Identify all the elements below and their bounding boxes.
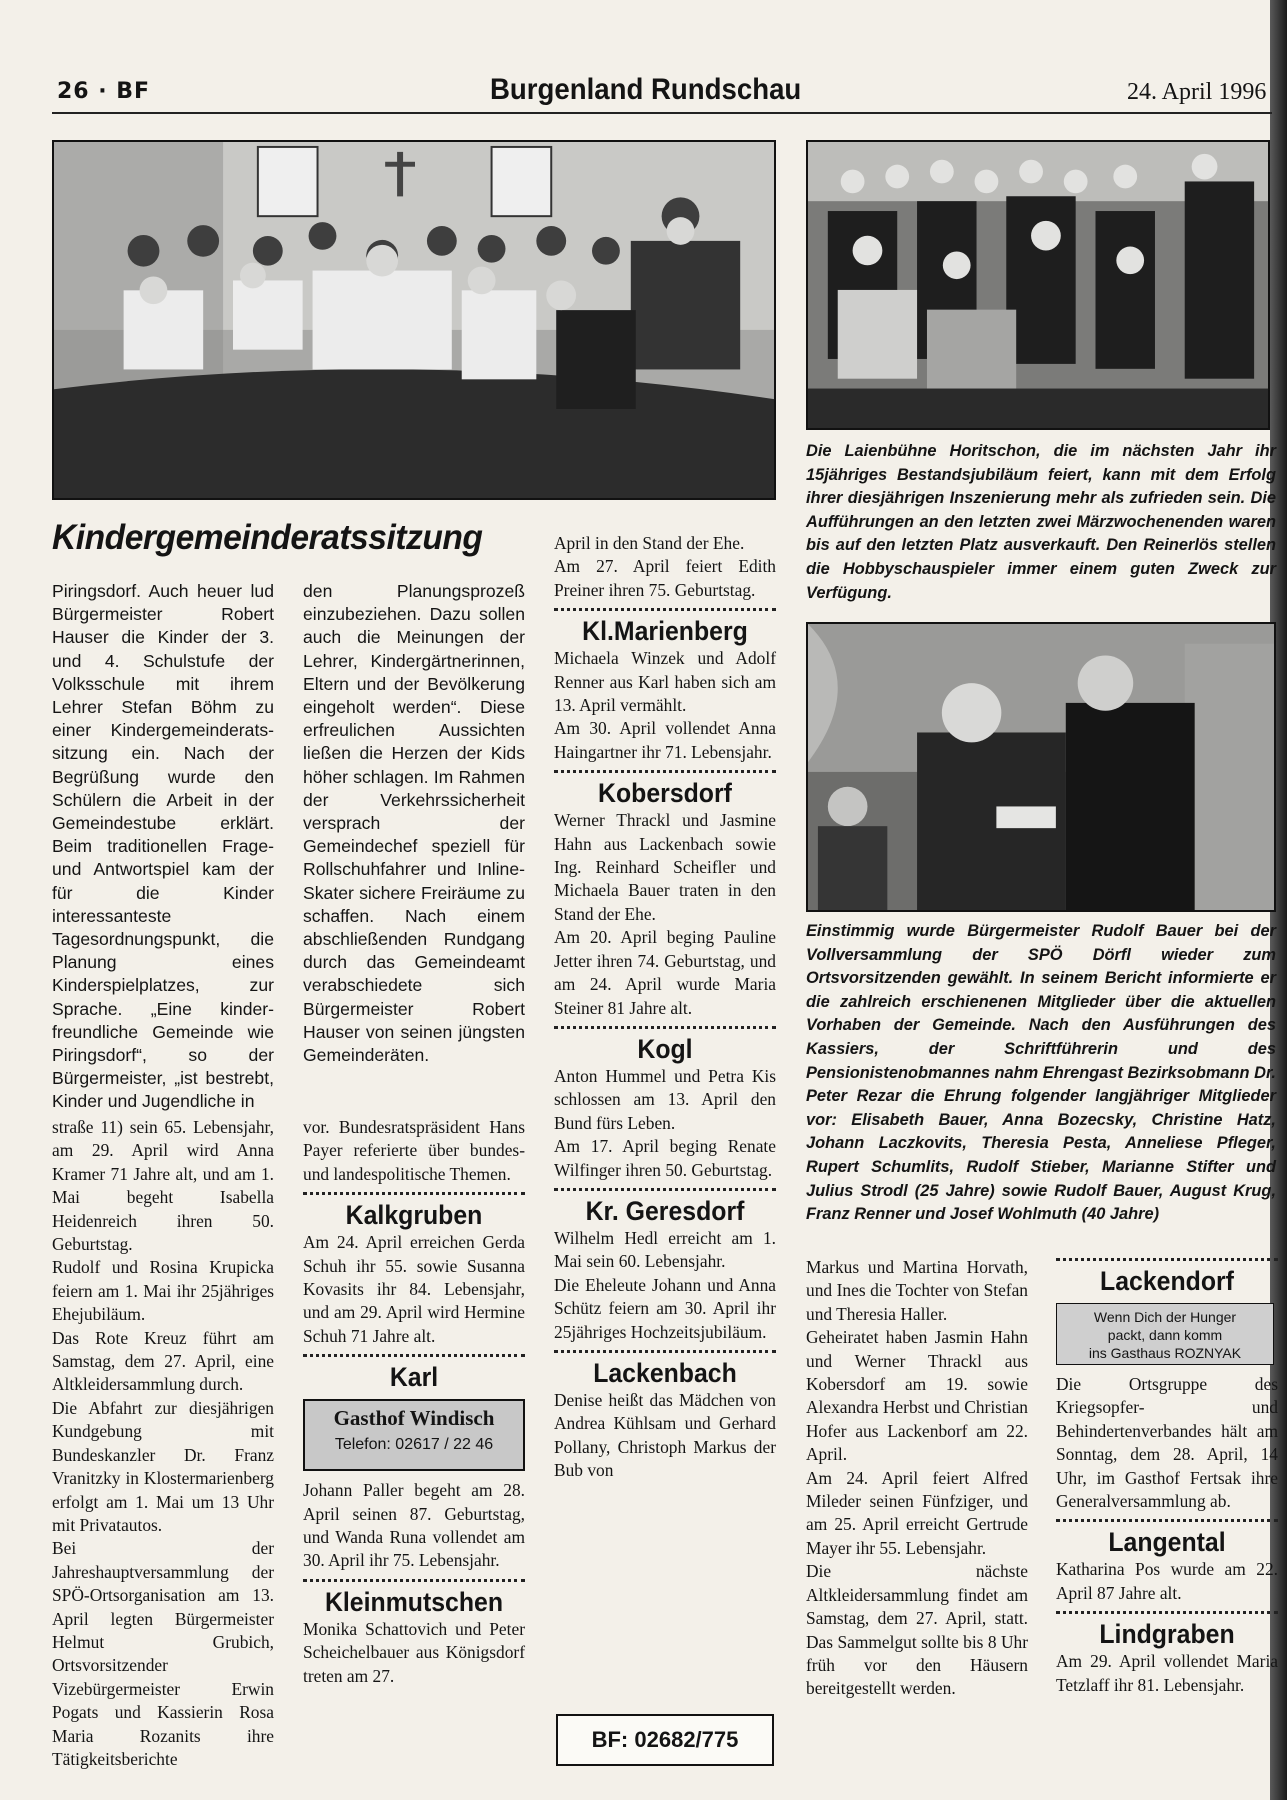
paragraph: Am 27. April feiert Edith Preiner ihren 75. Geburtstag. xyxy=(554,556,776,600)
paragraph: Die Abfahrt zur diesjährigen Kundgebung mit Bundeskanzler Dr. Franz Vranitzky in Klostermarienberg erfolgt am 1. Mai um 13 Uhr mit Privatautos. xyxy=(52,1397,274,1535)
paragraph: Am 17. April beging Renate Wilfinger ihren 50. Geburtstag. xyxy=(554,1136,776,1180)
section-title-kleinmutschen: Kleinmutschen xyxy=(324,1586,504,1617)
paragraph: Die Eheleute Johann und Anna Schütz feiern am 30. April ihr 25jähriges Hochzeitsjubiläum. xyxy=(554,1274,776,1342)
award-photo-caption: Einstimmig wurde Bürgermeister Rudolf Bauer bei der Vollversammlung der SPÖ Dörfl wieder zum Ortsvorsitzenden gewählt. In seinem Bericht informierte er die zahlreich erschienenen Mitglieder über die aktuellen Vorhaben der Gemeinde. Nach den Ausführungen des Kassiers, der Schriftführerin und des Pensionistenobmannes nahm Ehrengast Bezirksobmann Dr. Peter Rezar die Ehrung folgender langjähriger Mitglieder vor: Elisabeth Bauer, Anna Bozecsky, Christine Hatz, Johann Laczkovits, Theresia Pesta, Anneliese Pfleger, Rupert Schumlits, Rudolf Stieber, Marianne Stifter und Julius Strodl (25 Jahre) sowie Rudolf Bauer, August Krug, Franz Renner und Josef Wohlmuth (40 Jahre) xyxy=(806,922,1276,1224)
dotted-separator xyxy=(303,1579,525,1582)
page-number: 26 · BF xyxy=(57,79,151,104)
section-title-lackenbach: Lackenbach xyxy=(593,1357,737,1388)
paragraph: Michaela Winzek und Adolf Renner aus Karl haben sich am 13. April vermählt. xyxy=(554,648,776,716)
dotted-separator xyxy=(1056,1611,1278,1614)
ad-line: packt, dann komm xyxy=(1107,1327,1223,1343)
paragraph: April in den Stand der Ehe. xyxy=(554,533,745,553)
dotted-separator xyxy=(303,1354,525,1357)
section-title-lackendorf: Lackendorf xyxy=(1100,1266,1234,1296)
paragraph: Am 24. April feiert Alfred Mileder seinen Fünfziger, und am 25. April erreicht Gertrude Mayer ihr 55. Lebensjahr. xyxy=(806,1467,1028,1558)
section-title-karl: Karl xyxy=(389,1362,439,1393)
dotted-separator xyxy=(1056,1519,1278,1522)
paragraph: Katharina Pos wurde am 22. April 87 Jahre alt. xyxy=(1056,1559,1278,1603)
issue-date: 24. April 1996 xyxy=(1127,79,1267,105)
paragraph: Rudolf und Rosina Krupicka feiern am 1. Mai ihr 25jähriges Ehejubiläum. xyxy=(52,1257,274,1325)
paragraph: Wilhelm Hedl erreicht am 1. Mai sein 60. Lebensjahr. xyxy=(554,1227,776,1272)
lower-column-2 xyxy=(303,1116,525,1688)
ad-gasthof-windisch xyxy=(303,1399,525,1471)
section-title-klmarienberg: Kl.Marienberg xyxy=(582,616,748,647)
school-children-photo xyxy=(52,140,776,500)
paragraph: Am 30. April vollendet Anna Haingartner ihr 71. Lebensjahr. xyxy=(554,718,776,762)
column-3 xyxy=(554,532,776,1483)
article-column-1: Piringsdorf. Auch heuer lud Bürgermeister Robert Hauser die Kinder der 3. und 4. Schulstufe der Volksschule mit ihrem Lehrer Stefan Böhm zu einer Kindergemeinderatssitzung ein. Nach der Begrüßung wurde den Schülern die Arbeit in der Gemeindestube erklärt. Beim traditionellen Frage- und Antwortspiel kam der für die Kinder interessanteste Tagesordnungspunkt, die Planung eines Kinderspielplatzes, zur Sprache. „Eine kinderfreundliche Gemeinde wie Piringsdorf“, so der Bürgermeister, „ist bestrebt, Kinder und Jugendliche in xyxy=(52,581,274,1112)
ad-name: Gasthof Windisch xyxy=(333,1406,495,1431)
section-title-kobersdorf: Kobersdorf xyxy=(598,778,732,809)
paragraph: Geheiratet haben Jasmin Hahn und Werner Thrackl aus Kobersdorf am 19. sowie Alexandra Herbst und Christian Hofer aus Lackenborf am 22. April. xyxy=(806,1327,1028,1465)
section-title-krgeresdorf: Kr. Geresdorf xyxy=(585,1195,745,1226)
section-title-lindgraben: Lindgraben xyxy=(1099,1619,1235,1650)
article-headline: Kindergemeinderatssitzung xyxy=(52,518,483,557)
paragraph: Die nächste Altkleidersammlung findet am Samstag, dem 27. April, statt. Das Sammelgut sollte bis 8 Uhr früh vor den Häusern bereitgestellt werden. xyxy=(806,1561,1028,1699)
paragraph: vor. Bundesratspräsident Hans Payer referierte über bundes- und landespolitische Themen. xyxy=(303,1117,525,1184)
paragraph: Das Rote Kreuz führt am Samstag, dem 27. April, eine Altkleidersammlung durch. xyxy=(52,1327,274,1395)
dotted-separator xyxy=(554,1350,776,1353)
ad-line: Wenn Dich der Hunger xyxy=(1093,1309,1237,1325)
dotted-separator xyxy=(554,770,776,773)
theatre-group-photo xyxy=(806,140,1270,430)
paragraph: Denise heißt das Mädchen von Andrea Kühlsam und Gerhard Pollany, Christoph Markus der Bub von xyxy=(554,1389,776,1481)
ad-gasthaus-roznyak xyxy=(1056,1303,1274,1365)
dotted-separator xyxy=(1056,1258,1278,1261)
section-title-kogl: Kogl xyxy=(637,1033,693,1064)
ad-phone: Telefon: 02617 / 22 46 xyxy=(334,1435,494,1453)
theatre-photo-caption: Die Laienbühne Horitschon, die im nächsten Jahr ihr 15jähriges Bestandsjubiläum feiert, kann mit dem Erfolg ihrer diesjährigen Inszenierung mehr als zufrieden sein. Die Aufführungen an den letzten zwei Märzwochenenden waren bis auf den letzten Platz ausverkauft. Den Reinerlös stellen die Hobbyschauspieler immer einem guten Zweck zur Verfügung. xyxy=(806,442,1276,602)
article-column-2: den Planungsprozeß einzubeziehen. Dazu sollen auch die Meinungen der Lehrer, Kindergärtnerinnen, Eltern und der Bevölkerung eingeholt werden“. Diese erfreulichen Aussichten ließen die Herzen der Kids höher schlagen. Im Rahmen der Verkehrssicherheit versprach der Gemeindechef speziell für Rollschuhfahrer und Inline-Skater sichere Freiräume zu schaffen. Nach einem abschließenden Rundgang durch das Gemeindeamt verabschiedete sich Bürgermeister Robert Hauser von seinen jüngsten Gemeinderäten. xyxy=(303,581,525,1066)
paragraph: Die Ortsgruppe des Kriegsopfer- und Behindertenverbandes hält am Sonntag, dem 28. April, 14 Uhr, im Gasthof Fertsak ihre Generalversammlung ab. xyxy=(1056,1374,1278,1512)
paragraph: Anton Hummel und Petra Kis schlossen am 13. April den Bund fürs Leben. xyxy=(554,1065,776,1133)
paragraph: Am 29. April vollendet Maria Tetzlaff ihr 81. Lebensjahr. xyxy=(1056,1651,1278,1695)
column-5 xyxy=(1056,1252,1278,1697)
header-rule xyxy=(52,112,1272,114)
paragraph: Markus und Martina Horvath, und Ines die Tochter von Stefan und Theresia Haller. xyxy=(806,1257,1028,1324)
ad-line: ins Gasthaus ROZNYAK xyxy=(1088,1345,1242,1361)
newspaper-title: Burgenland Rundschau xyxy=(490,73,802,106)
paragraph: Werner Thrackl und Jasmine Hahn aus Lackenbach sowie Ing. Reinhard Scheifler und Michaela Bauer traten in den Stand der Ehe. xyxy=(554,810,776,924)
dotted-separator xyxy=(554,1188,776,1191)
paragraph: straße 11) sein 65. Lebensjahr, am 29. April wird Anna Kramer 71 Jahre alt, und am 1. Mai begeht Isabella Heidenreich ihren 50. Geburtstag. xyxy=(52,1117,274,1255)
dotted-separator xyxy=(303,1192,525,1195)
paragraph: Johann Paller begeht am 28. April seinen 87. Geburtstag, und Wanda Runa vollendet am 30. April ihr 75. Lebensjahr. xyxy=(303,1480,525,1571)
dotted-separator xyxy=(554,1026,776,1029)
section-title-kalkgruben: Kalkgruben xyxy=(345,1200,483,1231)
section-title-langental: Langental xyxy=(1108,1527,1226,1558)
paragraph: Am 20. April beging Pauline Jetter ihren 74. Geburtstag, und am 24. April wurde Maria Steiner 81 Jahre alt. xyxy=(554,927,776,1018)
column-4 xyxy=(806,1256,1028,1701)
paragraph: Am 24. April erreichen Gerda Schuh ihr 55. sowie Susanna Kovasits ihr 84. Lebensjahr, und am 29. April wird Hermine Schuh 71 Jahre alt. xyxy=(303,1232,525,1346)
dotted-separator xyxy=(554,608,776,611)
paragraph: Bei der Jahreshauptversammlung der SPÖ-Ortsorganisation am 13. April legten Bürgermeister Helmut Grubich, Ortsvorsitzender Vizebürgermeister Erwin Pogats und Kassierin Rosa Maria Rozanits ihre Tätigkeitsberichte xyxy=(52,1538,274,1769)
award-handshake-photo xyxy=(806,622,1276,912)
lower-column-1 xyxy=(52,1116,274,1771)
paragraph: Monika Schattovich und Peter Scheichelbauer aus Königsdorf treten am 27. xyxy=(303,1618,525,1686)
ad-bf-phone: BF: 02682/775 xyxy=(556,1714,774,1766)
